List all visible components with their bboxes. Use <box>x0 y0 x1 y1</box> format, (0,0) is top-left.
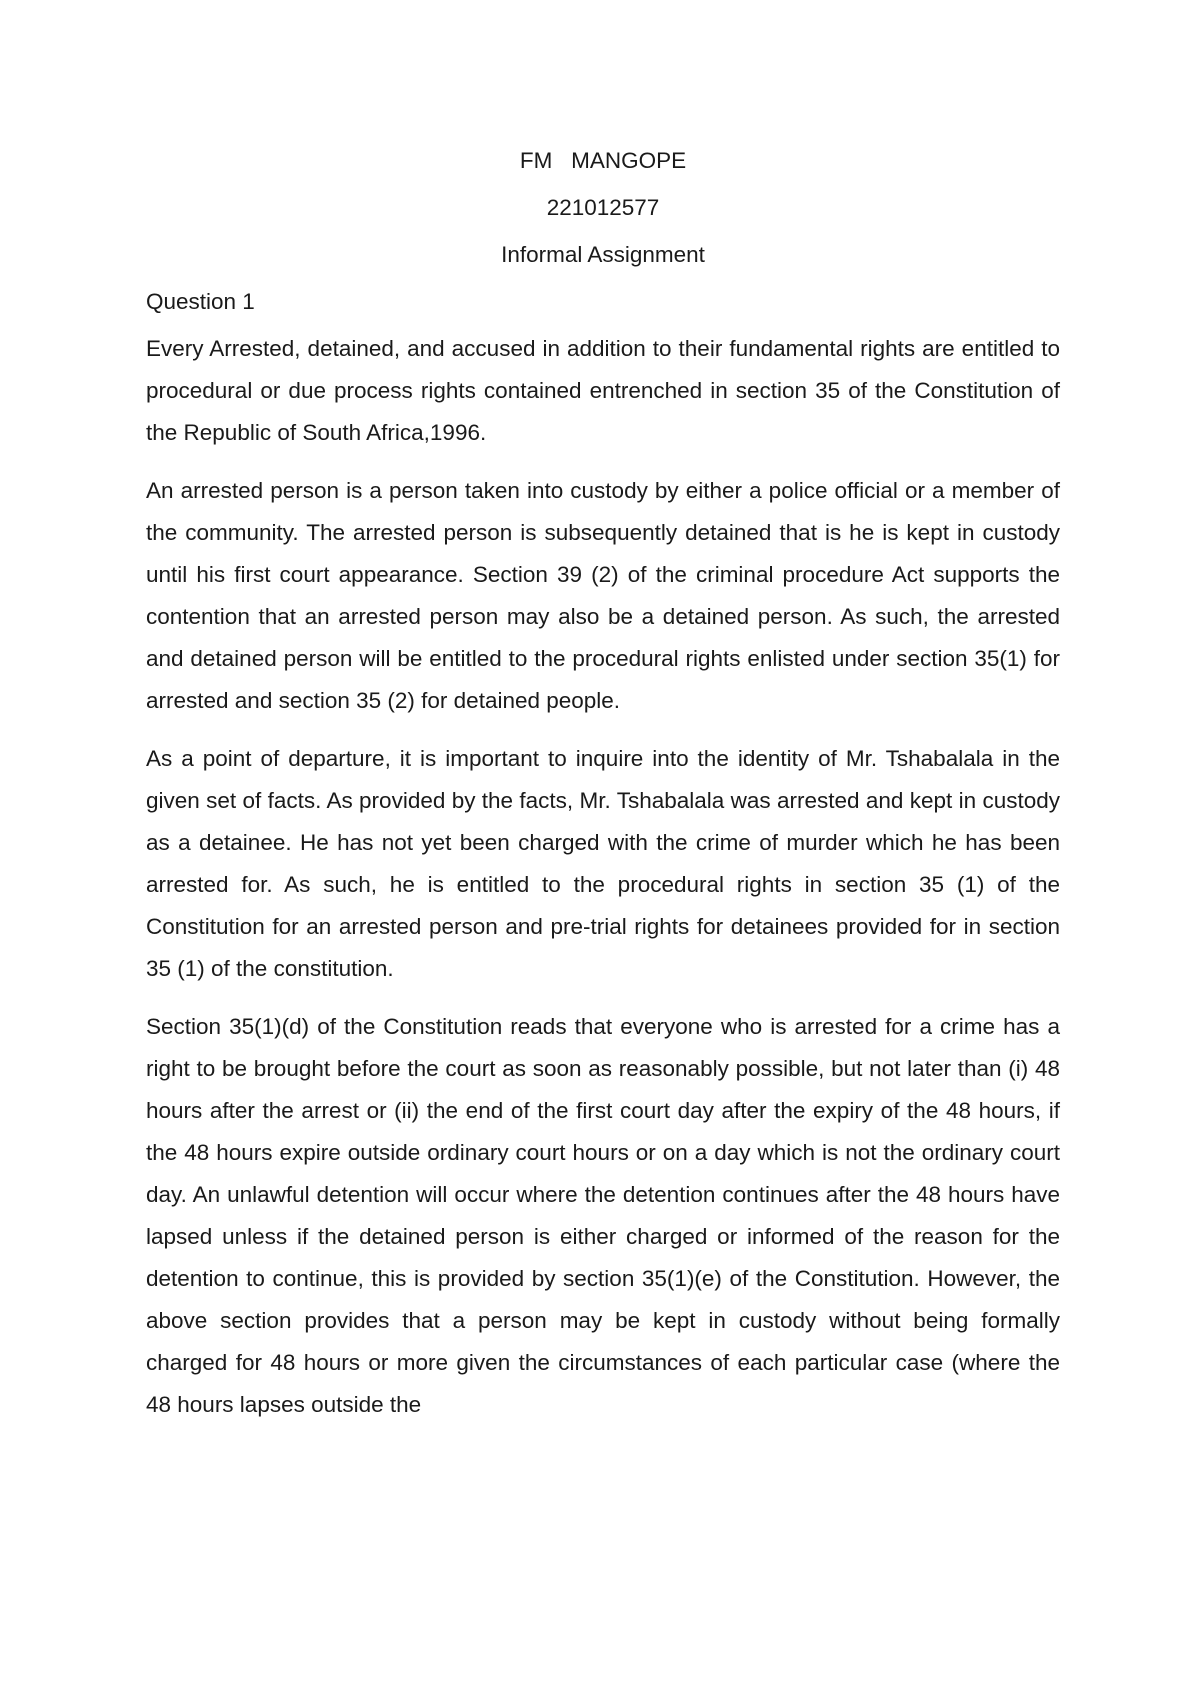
paragraph-section-35: Section 35(1)(d) of the Constitution reads that everyone who is arrested for a crime has a right to be brought before the court as soon as reasonably possible, but not later than (i) 48 hours after the arrest or (ii) the end of the first court day after the expiry of the 48 hours, if the 48 hours expire outside ordinary court hours or on a day which is not the ordinary court day. An unlawful detention will occur where the detention continues after the 48 hours have lapsed unless if the detained person is either charged or informed of the reason for the detention to continue, this is provided by section 35(1)(e) of the Constitution. However, the above section provides that a person may be kept in custody without being formally charged for 48 hours or more given the circumstances of each particular case (where the 48 hours lapses outside the <box>146 1014 1060 1417</box>
document-body <box>146 140 1060 1442</box>
question-label: Question 1 <box>146 289 255 314</box>
paragraph-arrested-person: An arrested person is a person taken into custody by either a police official or a member of the community. The arrested person is subsequently detained that is he is kept in custody until his first court appearance. Section 39 (2) of the criminal procedure Act supports the contention that an arrested person may also be a detained person. As such, the arrested and detained person will be entitled to the procedural rights enlisted under section 35(1) for arrested and section 35 (2) for detained people. <box>146 478 1060 713</box>
assignment-title: Informal Assignment <box>501 242 705 267</box>
author-name: FM MANGOPE <box>519 148 687 173</box>
paragraph-point-of-departure: As a point of departure, it is important to inquire into the identity of Mr. Tshabalala in the given set of facts. As provided by the facts, Mr. Tshabalala was arrested and kept in custody as a detainee. He has not yet been charged with the crime of murder which he has been arrested for. As such, he is entitled to the procedural rights in section 35 (1) of the Constitution for an arrested person and pre-trial rights for detainees provided for in section 35 (1) of the constitution. <box>146 746 1060 981</box>
paragraph-intro: Every Arrested, detained, and accused in addition to their fundamental rights are entitled to procedural or due process rights contained entrenched in section 35 of the Constitution of the Republic of South Africa,1996. <box>146 336 1060 445</box>
student-number: 221012577 <box>546 195 660 220</box>
